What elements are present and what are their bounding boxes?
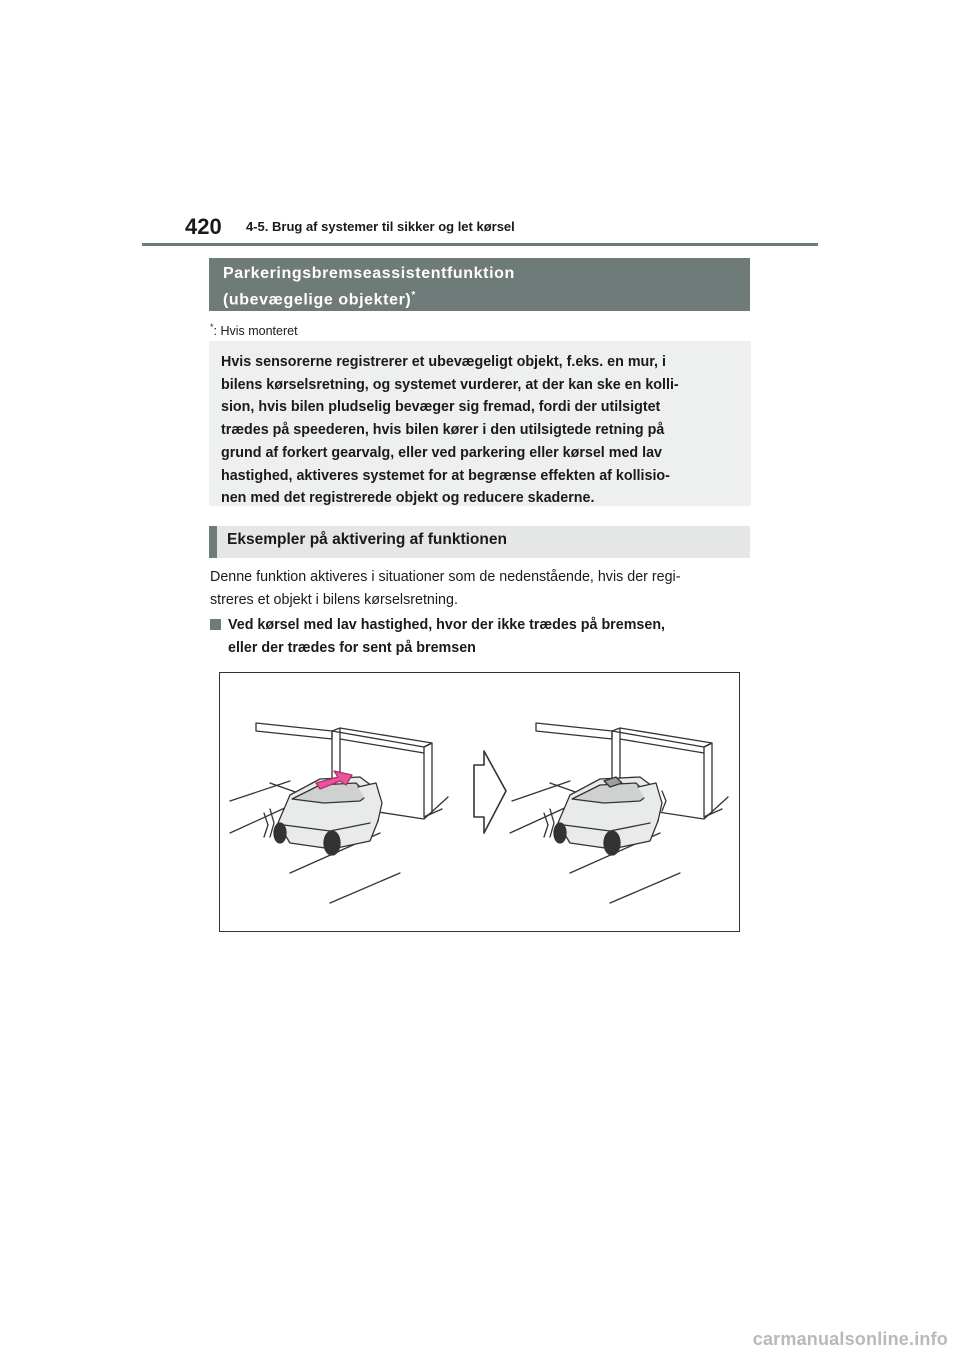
scene-after [510,723,728,903]
footnote-marker: * [411,290,416,301]
chapter-title: 4-5. Brug af systemer til sikker og let kørsel [246,219,515,234]
body-line: Denne funktion aktiveres i situationer som de nedenstående, hvis der regi- [210,569,681,585]
page-number: 420 [185,214,222,239]
intro-line: sion, hvis bilen pludselig bevæger sig fremad, fordi der utilsigtet [221,399,661,416]
scene-before [230,723,448,903]
car-right [554,777,662,855]
condition-item [210,614,755,659]
intro-line: nen med det registrerede objekt og reducere skaderne. [221,490,595,507]
intro-line: hastighed, aktiveres systemet for at begrænse effekten af kollisio- [221,467,670,484]
body-paragraph [210,566,755,611]
section-title-line-1: Parkeringsbremseassistentfunktion [223,265,515,282]
condition-line: Ved kørsel med lav hastighed, hvor der ikke trædes på bremsen, [228,617,666,633]
footnote: *: Hvis monteret [210,322,298,339]
car-left [274,777,382,855]
intro-line: trædes på speederen, hvis bilen kører i den utilsigtede retning på [221,422,665,439]
square-bullet-icon [210,619,221,630]
intro-box [209,341,751,506]
subsection-title: Eksempler på aktivering af funktionen [209,526,750,558]
intro-line: Hvis sensorerne registrerer et ubevægeligt objekt, f.eks. en mur, i [221,354,666,370]
illustration-frame [219,672,740,932]
intro-line: grund af forkert gearvalg, eller ved parkering eller kørsel med lav [221,444,662,461]
section-title-line-2: (ubevægelige objekter)* [223,290,416,309]
intro-line: bilens kørselsretning, og systemet vurderer, at der kan ske en kolli- [221,376,679,393]
parking-brake-illustration [220,673,739,931]
watermark: carmanualsonline.info [752,1329,948,1349]
header-divider [142,243,818,246]
body-line: streres et objekt i bilens kørselsretning. [210,591,458,608]
section-title [209,258,750,311]
condition-line: eller der trædes for sent på bremsen [228,639,476,656]
arrow-right-icon [474,751,506,833]
